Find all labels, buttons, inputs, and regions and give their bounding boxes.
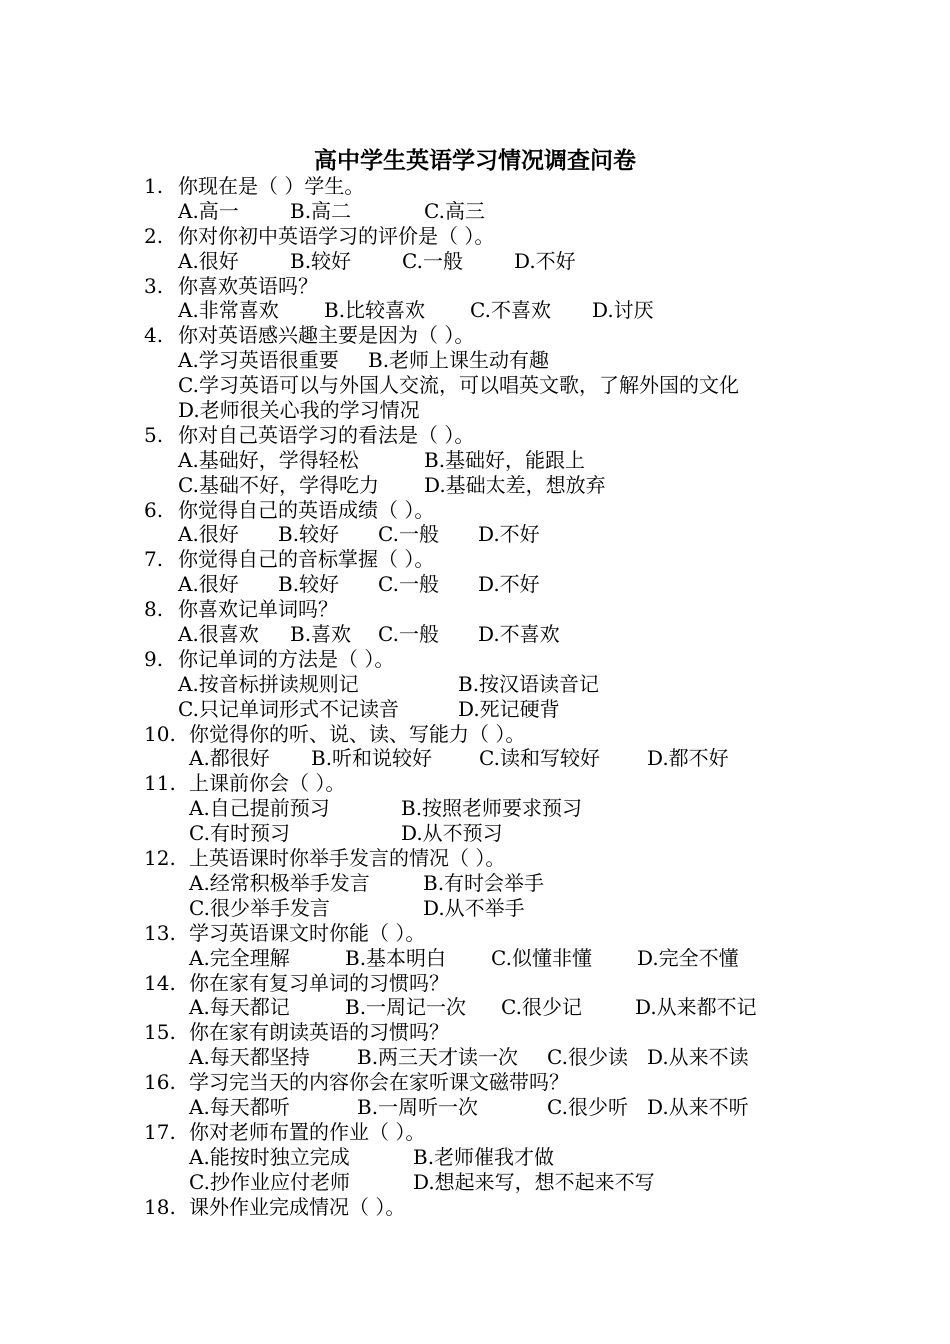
question-text: 你喜欢记单词吗？ bbox=[178, 597, 338, 622]
answer-option[interactable]: B.较好 bbox=[278, 572, 340, 597]
question-number: 4. bbox=[144, 323, 164, 348]
question-number: 5. bbox=[144, 422, 164, 447]
answer-option[interactable]: D.老师很关心我的学习情况 bbox=[178, 398, 420, 423]
option-row bbox=[144, 672, 924, 697]
question-number: 3. bbox=[144, 273, 164, 298]
answer-option[interactable]: C.一般 bbox=[378, 522, 439, 547]
answer-option[interactable]: A.高一 bbox=[178, 198, 239, 223]
answer-option[interactable]: B.一周听一次 bbox=[357, 1094, 479, 1119]
answer-option[interactable]: C.学习英语可以与外国人交流，可以唱英文歌，了解外国的文化 bbox=[178, 373, 739, 398]
question-line bbox=[144, 921, 924, 946]
option-row bbox=[144, 572, 924, 597]
question-line bbox=[144, 971, 924, 996]
question-line bbox=[144, 1195, 924, 1220]
question-text: 你现在是（ ）学生。 bbox=[178, 174, 365, 198]
answer-option[interactable]: C.很少读 bbox=[547, 1045, 628, 1070]
answer-option[interactable]: A.很好 bbox=[178, 248, 239, 273]
answer-option[interactable]: D.从来不听 bbox=[647, 1094, 749, 1119]
question-line bbox=[144, 274, 924, 299]
question-number: 17. bbox=[144, 1119, 176, 1144]
answer-option[interactable]: D.讨厌 bbox=[592, 298, 654, 323]
question-text: 学习完当天的内容你会在家听课文磁带吗？ bbox=[189, 1070, 569, 1095]
question-line bbox=[144, 722, 924, 747]
answer-option[interactable]: D.都不好 bbox=[647, 746, 729, 771]
answer-option[interactable]: D.从不举手 bbox=[423, 895, 525, 920]
option-row bbox=[144, 896, 924, 921]
answer-option[interactable]: D.想起来写，想不起来不写 bbox=[413, 1169, 655, 1194]
answer-option[interactable]: B.一周记一次 bbox=[345, 995, 467, 1020]
question-number: 6. bbox=[144, 497, 164, 522]
answer-option[interactable]: A.每天都听 bbox=[189, 1094, 290, 1119]
answer-option[interactable]: A.每天都记 bbox=[189, 995, 290, 1020]
answer-option[interactable]: B.有时会举手 bbox=[423, 870, 545, 895]
answer-option[interactable]: A.每天都坚持 bbox=[189, 1045, 310, 1070]
question-line bbox=[144, 846, 924, 871]
question-text: 你觉得自己的音标掌握（ ）。 bbox=[178, 547, 435, 572]
answer-option[interactable]: C.一般 bbox=[402, 248, 463, 273]
answer-option[interactable]: D.不喜欢 bbox=[478, 622, 560, 647]
answer-option[interactable]: B.比较喜欢 bbox=[324, 298, 426, 323]
option-row bbox=[144, 373, 924, 398]
answer-option[interactable]: C.很少记 bbox=[501, 995, 582, 1020]
option-row bbox=[144, 1145, 924, 1170]
answer-option[interactable]: C.只记单词形式不记读音 bbox=[178, 696, 399, 721]
option-row bbox=[144, 473, 924, 498]
question-number: 18. bbox=[144, 1194, 176, 1219]
answer-option[interactable]: C.读和写较好 bbox=[479, 746, 600, 771]
answer-option[interactable]: D.不好 bbox=[478, 572, 540, 597]
answer-option[interactable]: B.喜欢 bbox=[290, 622, 352, 647]
answer-option[interactable]: A.自己提前预习 bbox=[189, 796, 330, 821]
question-text: 上英语课时你举手发言的情况（ ）。 bbox=[189, 846, 506, 871]
answer-option[interactable]: B.较好 bbox=[278, 522, 340, 547]
option-row bbox=[144, 398, 924, 423]
answer-option[interactable]: C.高三 bbox=[424, 198, 485, 223]
answer-option[interactable]: D.完全不懂 bbox=[637, 945, 739, 970]
answer-option[interactable]: B.按汉语读音记 bbox=[458, 671, 600, 696]
question-number: 8. bbox=[144, 597, 164, 622]
question-line bbox=[144, 174, 924, 199]
question-text: 你对老师布置的作业（ ）。 bbox=[189, 1119, 426, 1144]
question-number: 2. bbox=[144, 223, 164, 248]
question-line bbox=[144, 547, 924, 572]
answer-option[interactable]: C.很少听 bbox=[547, 1094, 628, 1119]
answer-option[interactable]: C.抄作业应付老师 bbox=[189, 1169, 350, 1194]
option-row bbox=[144, 298, 924, 323]
option-row bbox=[144, 697, 924, 722]
option-row bbox=[144, 746, 924, 771]
option-row bbox=[144, 622, 924, 647]
question-line bbox=[144, 647, 924, 672]
question-number: 12. bbox=[144, 846, 176, 871]
answer-option[interactable]: B.听和说较好 bbox=[311, 746, 433, 771]
option-row bbox=[144, 1170, 924, 1195]
question-text: 你对英语感兴趣主要是因为（ ）。 bbox=[178, 323, 475, 348]
question-text: 你对自己英语学习的看法是（ ）。 bbox=[178, 422, 475, 447]
question-text: 学习英语课文时你能（ ）。 bbox=[189, 920, 426, 945]
answer-option[interactable]: A.基础好，学得轻松 bbox=[178, 447, 359, 472]
answer-option[interactable]: A.都很好 bbox=[189, 746, 270, 771]
question-text: 你记单词的方法是（ ）。 bbox=[178, 646, 395, 671]
answer-option[interactable]: A.很喜欢 bbox=[178, 622, 259, 647]
question-line bbox=[144, 423, 924, 448]
answer-option[interactable]: B.基本明白 bbox=[345, 945, 447, 970]
question-list bbox=[144, 174, 924, 1219]
answer-option[interactable]: B.基础好，能跟上 bbox=[424, 447, 586, 472]
option-row bbox=[144, 995, 924, 1020]
question-line bbox=[144, 597, 924, 622]
question-text: 你在家有复习单词的习惯吗？ bbox=[189, 970, 449, 995]
question-line bbox=[144, 1070, 924, 1095]
answer-option[interactable]: C.基础不好，学得吃力 bbox=[178, 472, 379, 497]
answer-option[interactable]: A.非常喜欢 bbox=[178, 298, 279, 323]
question-line bbox=[144, 1120, 924, 1145]
question-text: 课外作业完成情况（ ）。 bbox=[189, 1194, 406, 1219]
answer-option[interactable]: A.能按时独立完成 bbox=[189, 1144, 350, 1169]
answer-option[interactable]: C.似懂非懂 bbox=[491, 945, 592, 970]
question-number: 1. bbox=[144, 174, 164, 198]
answer-option[interactable]: C.一般 bbox=[378, 572, 439, 597]
option-row bbox=[144, 348, 924, 373]
option-row bbox=[144, 199, 924, 224]
answer-option[interactable]: A.很好 bbox=[178, 572, 239, 597]
answer-option[interactable]: D.不好 bbox=[478, 522, 540, 547]
question-line bbox=[144, 323, 924, 348]
question-number: 7. bbox=[144, 547, 164, 572]
answer-option[interactable]: D.从不预习 bbox=[401, 821, 503, 846]
answer-option[interactable]: B.老师上课生动有趣 bbox=[368, 348, 550, 373]
answer-option[interactable]: C.一般 bbox=[378, 622, 439, 647]
answer-option[interactable]: B.较好 bbox=[290, 248, 352, 273]
answer-option[interactable]: B.高二 bbox=[290, 198, 352, 223]
answer-option[interactable]: D.从来不读 bbox=[647, 1045, 749, 1070]
question-number: 10. bbox=[144, 721, 176, 746]
answer-option[interactable]: A.按音标拼读规则记 bbox=[178, 671, 359, 696]
option-row bbox=[144, 522, 924, 547]
question-text: 你喜欢英语吗？ bbox=[178, 273, 318, 298]
answer-option[interactable]: D.不好 bbox=[514, 248, 576, 273]
option-row bbox=[144, 1095, 924, 1120]
question-line bbox=[144, 771, 924, 796]
document-title: 高中学生英语学习情况调查问卷 bbox=[314, 147, 636, 174]
answer-option[interactable]: A.完全理解 bbox=[189, 945, 290, 970]
question-number: 9. bbox=[144, 646, 164, 671]
answer-option[interactable]: D.基础太差，想放弃 bbox=[424, 472, 606, 497]
answer-option[interactable]: A.很好 bbox=[178, 522, 239, 547]
question-line bbox=[144, 224, 924, 249]
question-text: 你对你初中英语学习的评价是（ ）。 bbox=[178, 223, 495, 248]
answer-option[interactable]: D.死记硬背 bbox=[458, 696, 560, 721]
answer-option[interactable]: C.很少举手发言 bbox=[189, 895, 330, 920]
answer-option[interactable]: A.学习英语很重要 bbox=[178, 348, 339, 373]
option-row bbox=[144, 821, 924, 846]
answer-option[interactable]: A.经常积极举手发言 bbox=[189, 870, 370, 895]
answer-option[interactable]: B.按照老师要求预习 bbox=[401, 796, 583, 821]
question-number: 16. bbox=[144, 1070, 176, 1095]
answer-option[interactable]: C.有时预习 bbox=[189, 821, 290, 846]
question-text: 你在家有朗读英语的习惯吗？ bbox=[189, 1020, 449, 1045]
question-line bbox=[144, 498, 924, 523]
answer-option[interactable]: B.两三天才读一次 bbox=[357, 1045, 519, 1070]
option-row bbox=[144, 448, 924, 473]
question-number: 11. bbox=[144, 771, 176, 796]
option-row bbox=[144, 1045, 924, 1070]
answer-option[interactable]: B.老师催我才做 bbox=[413, 1144, 555, 1169]
question-text: 上课前你会（ ）。 bbox=[189, 771, 346, 796]
question-number: 13. bbox=[144, 920, 176, 945]
question-number: 14. bbox=[144, 970, 176, 995]
question-number: 15. bbox=[144, 1020, 176, 1045]
question-line bbox=[144, 1020, 924, 1045]
answer-option[interactable]: C.不喜欢 bbox=[470, 298, 551, 323]
option-row bbox=[144, 249, 924, 274]
question-text: 你觉得你的听、说、读、写能力（ ）。 bbox=[189, 721, 526, 746]
option-row bbox=[144, 871, 924, 896]
question-text: 你觉得自己的英语成绩（ ）。 bbox=[178, 497, 435, 522]
option-row bbox=[144, 946, 924, 971]
answer-option[interactable]: D.从来都不记 bbox=[635, 995, 757, 1020]
option-row bbox=[144, 796, 924, 821]
